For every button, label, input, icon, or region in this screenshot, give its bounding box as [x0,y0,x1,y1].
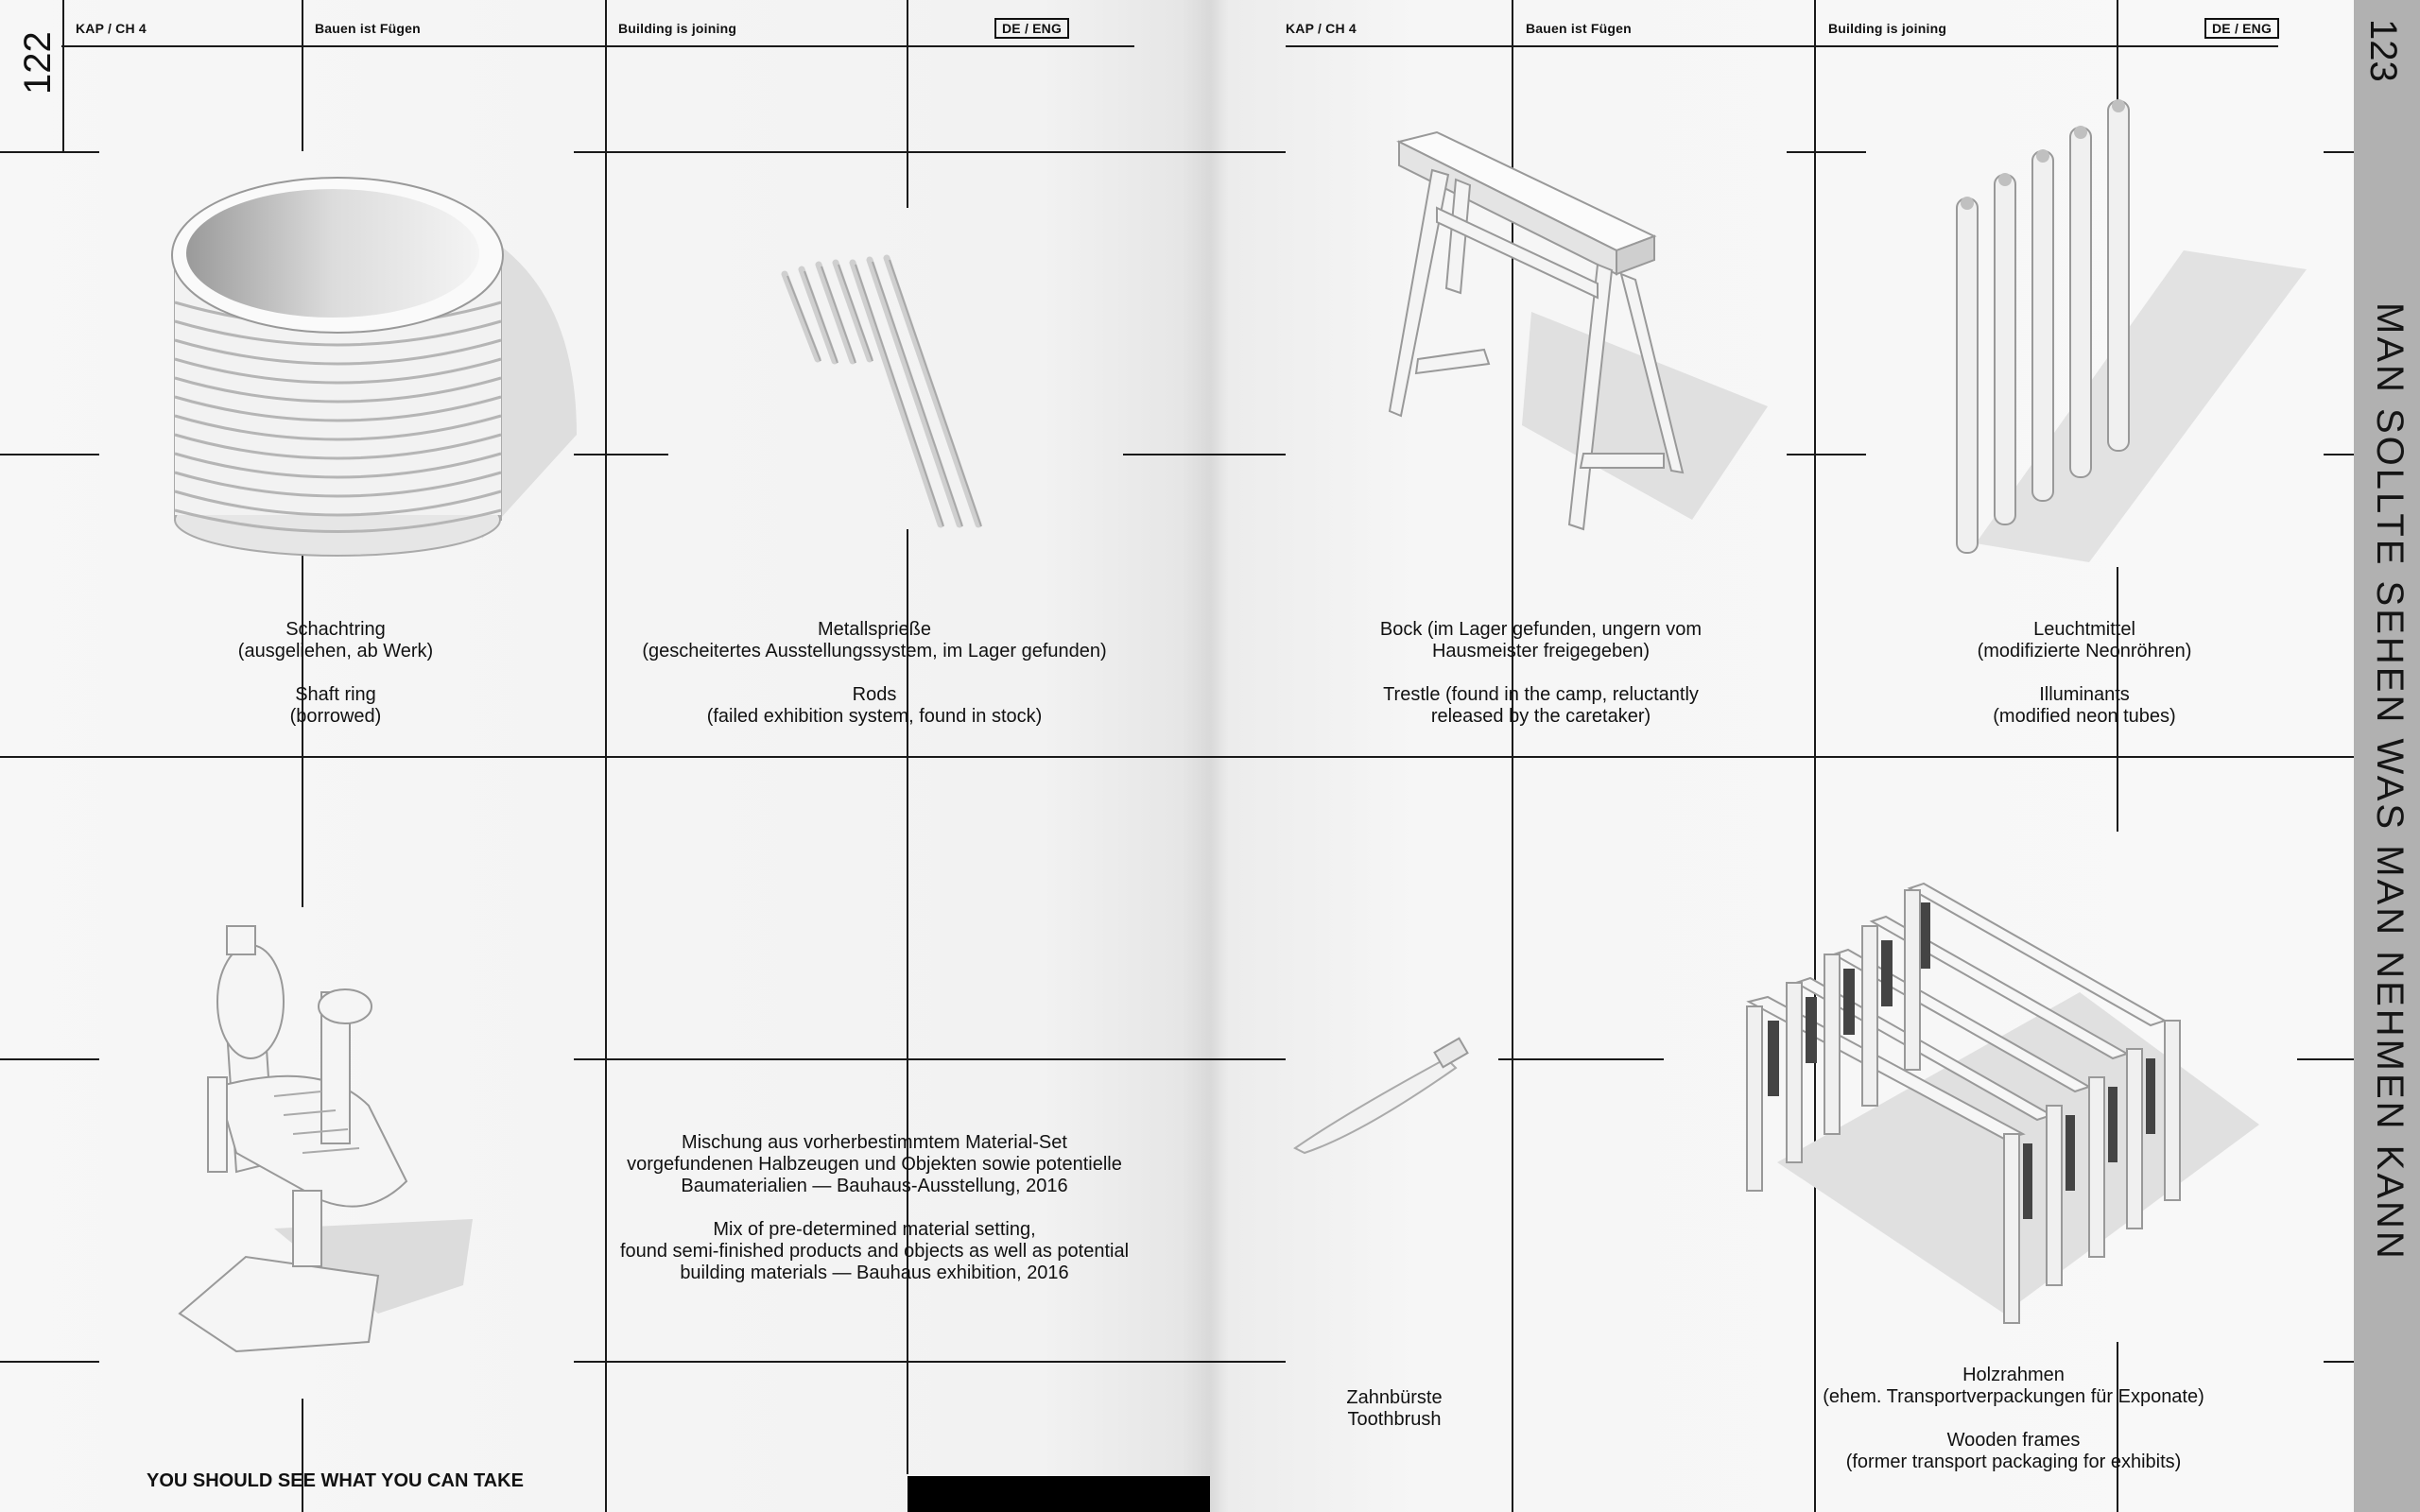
caption-de: Bock (im Lager gefunden, ungern vom [1379,619,1703,640]
grid-line [1787,454,1866,455]
description-en-1: Mix of pre-determined material setting, [713,1219,1036,1240]
grid-line [574,1058,1286,1060]
caption-en: Illuminants [2039,684,2130,705]
grid-line [302,1399,303,1512]
description-de-1: Mischung aus vorherbestimmtem Material-Set [682,1132,1067,1153]
chapter-label: KAP / CH 4 [1286,21,1357,36]
caption-en: Rods [852,684,897,705]
caption-illuminants [1938,619,2231,728]
grid-line [0,151,99,153]
caption-de-note: (gescheitertes Ausstellungssystem, im Lager gefunden) [642,641,1107,662]
caption-en: Toothbrush [1347,1409,1442,1430]
grid-line [605,0,607,1512]
page-number-right: 123 [2362,19,2404,82]
caption-de-note: (ehem. Transportverpackungen für Exponate) [1823,1386,2204,1407]
dental-chair-illustration [132,917,492,1361]
header-title-en: Building is joining [1828,21,1947,36]
black-bar [908,1476,1210,1512]
chapter-label: KAP / CH 4 [76,21,147,36]
description-text [605,1132,1144,1284]
caption-en: Trestle (found in the camp, reluctantly [1383,684,1699,705]
caption-en-note: (borrowed) [289,706,382,727]
rods-illustration [775,255,1002,539]
bottom-title: YOU SHOULD SEE WHAT YOU CAN TAKE [147,1470,524,1491]
header-rule-right [1286,45,2278,47]
caption-de: Leuchtmittel [2033,619,2135,640]
caption-de: Schachtring [285,619,386,640]
grid-line [2324,454,2354,455]
description-de-2: vorgefundenen Halbzeugen und Objekten sowie potentielle [627,1154,1122,1175]
grid-line [1498,1058,1664,1060]
trestle-illustration [1380,123,1777,539]
description-en-3: building materials — Bauhaus exhibition, 2016 [680,1263,1069,1283]
grid-line [574,1361,1286,1363]
caption-rods [624,619,1125,728]
caption-en: Wooden frames [1946,1430,2081,1451]
grid-line [302,0,303,151]
header-title-de: Bauen ist Fügen [1526,21,1632,36]
caption-shaft-ring [161,619,510,728]
grid-line [0,756,2354,758]
caption-en-note: (modified neon tubes) [1993,706,2176,727]
caption-trestle [1361,619,1720,728]
grid-line [574,454,668,455]
header-title-en: Building is joining [618,21,737,36]
caption-de-note: (ausgeliehen, ab Werk) [237,641,434,662]
wooden-frames-illustration [1720,879,2269,1332]
caption-en-note: (former transport packaging for exhibits) [1845,1452,2182,1472]
caption-en-note: (failed exhibition system, found in stock) [706,706,1043,727]
shaft-ring-illustration [161,151,586,558]
grid-line [1787,151,1866,153]
caption-wooden-frames [1806,1365,2221,1473]
language-badge: DE / ENG [2204,18,2279,39]
language-badge: DE / ENG [994,18,1069,39]
grid-line [2324,1361,2354,1363]
grid-line [907,0,908,208]
vertical-title: MAN SOLLTE SEHEN WAS MAN NEHMEN KANN [2369,302,2411,1262]
caption-en: Shaft ring [295,684,376,705]
grid-line [0,1058,99,1060]
grid-line [574,151,1286,153]
grid-line [62,0,64,153]
grid-line [0,454,99,455]
caption-de-note: Hausmeister freigegeben) [1431,641,1651,662]
caption-de: Zahnbürste [1346,1387,1443,1408]
caption-de-note: (modifizierte Neonröhren) [1977,641,2192,662]
caption-en-note: released by the caretaker) [1430,706,1651,727]
caption-de: Holzrahmen [1962,1365,2065,1385]
description-en-2: found semi-finished products and objects as well as potential [619,1241,1130,1262]
neon-tubes-illustration [1947,90,2316,572]
description-de-3: Baumaterialien — Bauhaus-Ausstellung, 2016 [681,1176,1068,1196]
header-rule-left [61,45,1134,47]
grid-line [2297,1058,2354,1060]
caption-de: Metallsprieße [817,619,932,640]
page-number-left: 122 [17,31,59,94]
grid-line [1123,454,1286,455]
header-title-de: Bauen ist Fügen [315,21,421,36]
caption-toothbrush [1305,1387,1484,1431]
grid-line [0,1361,99,1363]
toothbrush-illustration [1286,1030,1484,1162]
grid-line [2324,151,2354,153]
